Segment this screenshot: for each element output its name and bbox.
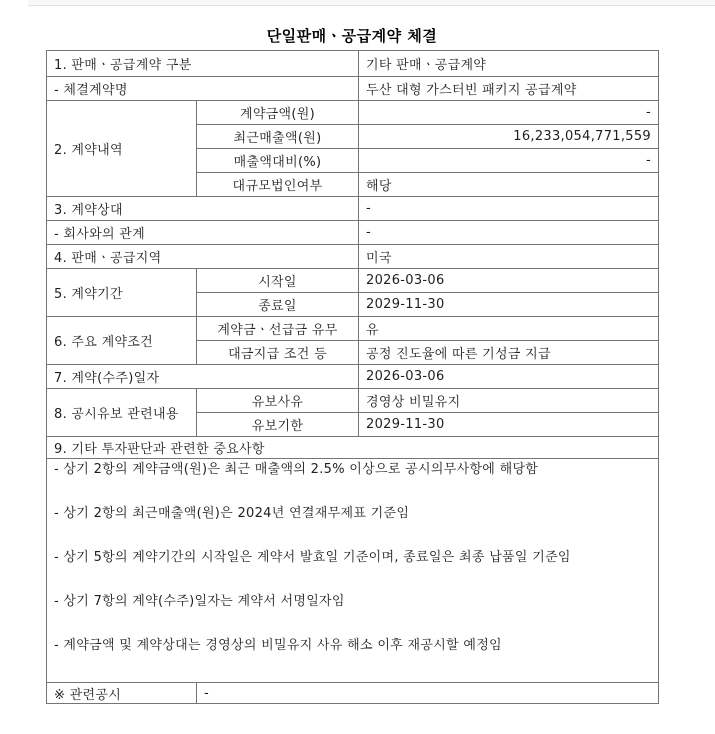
revenue-ratio-value: -	[359, 149, 659, 173]
note-line: - 계약금액 및 계약상대는 경영상의 비밀유지 사유 해소 이후 재공시할 예정임	[54, 637, 502, 653]
table-row	[47, 51, 659, 77]
contract-type-value: 기타 판매ㆍ공급계약	[359, 51, 659, 77]
supply-region-label: 4. 판매ㆍ공급지역	[47, 245, 359, 269]
contract-name-label: - 체결계약명	[47, 77, 359, 101]
note-line: - 상기 7항의 계약(수주)일자는 계약서 서명일자임	[54, 593, 345, 609]
deferral-deadline-value: 2029-11-30	[359, 413, 659, 437]
down-payment-label: 계약금ㆍ선급금 유무	[197, 317, 359, 341]
supply-region-value: 미국	[359, 245, 659, 269]
contract-period-group-label: 5. 계약기간	[47, 269, 197, 317]
contract-name-value: 두산 대형 가스터빈 패키지 공급계약	[359, 77, 659, 101]
contract-type-label: 1. 판매ㆍ공급계약 구분	[47, 51, 359, 77]
company-relation-value: -	[359, 221, 659, 245]
note-line: - 상기 2항의 계약금액(원)은 최근 매출액의 2.5% 이상으로 공시의무사항에 해당함	[54, 461, 539, 477]
table-row	[47, 459, 659, 683]
note-line: - 상기 5항의 계약기간의 시작일은 계약서 발효일 기준이며, 종료일은 최종 납품일 기준임	[54, 549, 571, 565]
recent-revenue-value: 16,233,054,771,559	[359, 125, 659, 149]
major-terms-group-label: 6. 주요 계약조건	[47, 317, 197, 365]
other-matters-header: 9. 기타 투자판단과 관련한 중요사항	[47, 437, 659, 459]
large-corp-label: 대규모법인여부	[197, 173, 359, 197]
table-row	[47, 245, 659, 269]
payment-terms-value: 공정 진도율에 따른 기성금 지급	[359, 341, 659, 365]
table-row	[47, 101, 659, 125]
related-disclosure-label: ※ 관련공시	[47, 683, 197, 704]
other-matters-notes	[47, 459, 659, 683]
deferral-deadline-label: 유보기한	[197, 413, 359, 437]
payment-terms-label: 대금지급 조건 등	[197, 341, 359, 365]
contract-date-label: 7. 계약(수주)일자	[47, 365, 359, 389]
deferral-reason-value: 경영상 비밀유지	[359, 389, 659, 413]
contract-date-value: 2026-03-06	[359, 365, 659, 389]
table-row	[47, 437, 659, 459]
table-row	[47, 197, 659, 221]
end-date-label: 종료일	[197, 293, 359, 317]
table-row	[47, 683, 659, 704]
revenue-ratio-label: 매출액대비(%)	[197, 149, 359, 173]
table-row	[47, 317, 659, 341]
start-date-value: 2026-03-06	[359, 269, 659, 293]
counterparty-value: -	[359, 197, 659, 221]
related-disclosure-value: -	[197, 683, 659, 704]
counterparty-label: 3. 계약상대	[47, 197, 359, 221]
table-row	[47, 221, 659, 245]
note-line: - 상기 2항의 최근매출액(원)은 2024년 연결재무제표 기준임	[54, 505, 410, 521]
viewport-top-strip	[28, 0, 715, 6]
large-corp-value: 해당	[359, 173, 659, 197]
recent-revenue-label: 최근매출액(원)	[197, 125, 359, 149]
table-row	[47, 389, 659, 413]
table-row	[47, 269, 659, 293]
company-relation-label: - 회사와의 관계	[47, 221, 359, 245]
contract-disclosure-table	[46, 50, 659, 704]
contract-amount-label: 계약금액(원)	[197, 101, 359, 125]
end-date-value: 2029-11-30	[359, 293, 659, 317]
document-title: 단일판매ㆍ공급계약 체결	[266, 27, 438, 45]
start-date-label: 시작일	[197, 269, 359, 293]
down-payment-value: 유	[359, 317, 659, 341]
disclosure-deferral-group-label: 8. 공시유보 관련내용	[47, 389, 197, 437]
table-row	[47, 365, 659, 389]
contract-amount-value: -	[359, 101, 659, 125]
deferral-reason-label: 유보사유	[197, 389, 359, 413]
contract-details-group-label: 2. 계약내역	[47, 101, 197, 197]
table-row	[47, 77, 659, 101]
